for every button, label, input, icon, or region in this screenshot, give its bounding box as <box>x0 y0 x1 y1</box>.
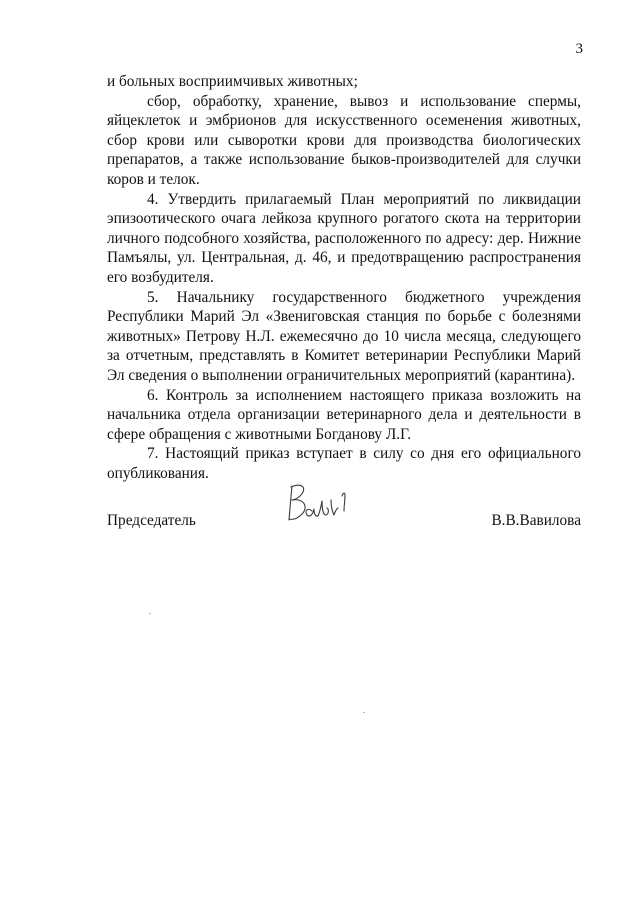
document-body <box>107 72 581 483</box>
paragraph-continuation: и больных восприимчивых животных; <box>107 73 358 90</box>
paragraph-collection-ban: сбор, обработку, хранение, вывоз и использование спермы, яйцеклеток и эмбрионов для искусственного осеменения животных, сбор крови или сыворотки крови для производства биологических препаратов, а также использование быков-производителей для случки коров и телок. <box>107 92 581 188</box>
paragraph-item-6: 6. Контроль за исполнением настоящего приказа возложить на начальника отдела организации ветеринарного дела и деятельности в сфере обращения с животными Богданову Л.Г. <box>107 386 581 443</box>
signer-name: В.В.Вавилова <box>491 512 581 529</box>
signer-title: Председатель <box>107 512 196 529</box>
signature-block <box>107 511 581 531</box>
paragraph-item-5: 5. Начальнику государственного бюджетного учреждения Республики Марий Эл «Звениговская станция по борьбе с болезнями животных» Петрову Н.Л. ежемесячно до 10 числа месяца, следующего за отчетным, представлять в Комитет ветеринарии Республики Марий Эл сведения о выполнении ограничительных мероприятий (карантина). <box>107 288 581 384</box>
scan-speck <box>363 712 365 713</box>
scan-speck <box>149 613 151 614</box>
paragraph-item-7: 7. Настоящий приказ вступает в силу со дня его официального опубликования. <box>107 445 581 482</box>
paragraph-item-4: 4. Утвердить прилагаемый План мероприятий по ликвидации эпизоотического очага лейкоза крупного рогатого скота на территории личного подсобного хозяйства, расположенного по адресу: дер. Нижние Памъялы, ул. Центральная, д. 46, и предотвращению распространения его возбудителя. <box>107 190 581 286</box>
page-number: 3 <box>575 41 583 57</box>
